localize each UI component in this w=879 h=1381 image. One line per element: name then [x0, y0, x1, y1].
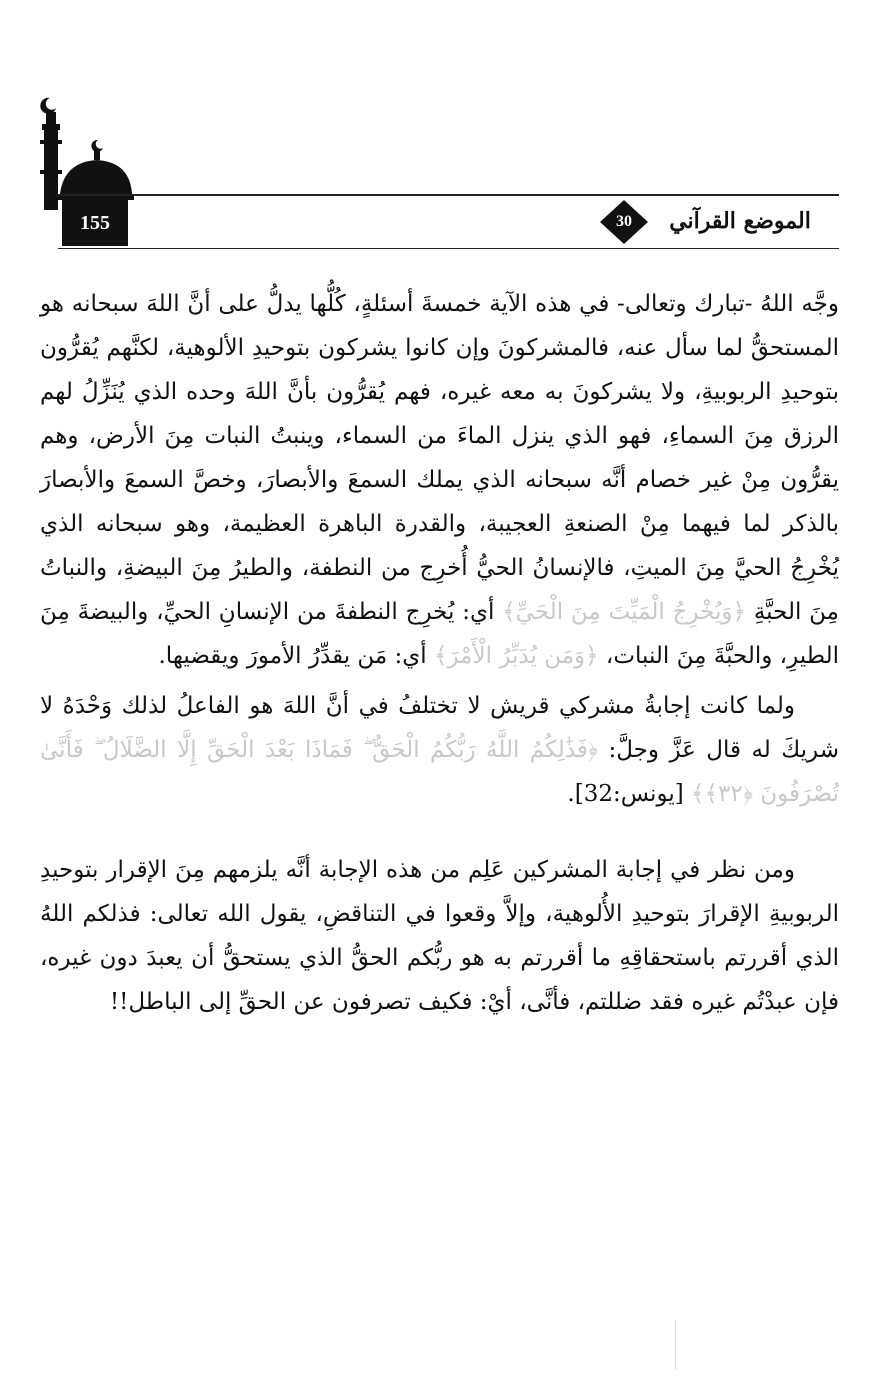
- verse-citation: [يونس:32].: [567, 781, 692, 807]
- paragraph-2: [40, 684, 839, 816]
- quran-verse-1: ﴿وَيُخْرِجُ الْمَيِّتَ مِنَ الْحَيِّ﴾: [502, 599, 746, 625]
- page-number: 155: [62, 200, 128, 246]
- paragraph-1-text-c: أي: مَن يقدِّرُ الأمورَ ويقضيها.: [158, 643, 435, 669]
- paragraph-1-text-b: أي: يُخرِج النطفةَ من الإنسانِ الحيِّ، والبيضةَ مِنَ الطيرِ، والحبَّةَ مِنَ النبات،: [40, 599, 839, 669]
- header-bottom-rule: [58, 248, 839, 249]
- section-number: 30: [616, 213, 632, 230]
- paragraph-1-text-a: وجَّه اللهُ -تبارك وتعالى- في هذه الآية خمسةَ أسئلةٍ، كُلُّها يدلُّ على أنَّ اللهَ سبحانه هو المستحقُّ لما سأل عنه، فالمشركونَ وإن كانوا يشركون بتوحيدِ الألوهية، لكنَّهم يُقرُّون بتوحيدِ الربوبيةِ، ولا يشركونَ به معه غيره، فهم يُقرُّون بأنَّ اللهَ وحده الذي يُنَزِّلُ لهم الرزق مِنَ السماءِ، فهو الذي ينزل الماءَ من السماء، وينبتُ النبات مِنَ الأرض، وهم يقرُّون مِنْ غير خصام أنَّه سبحانه الذي يملك السمعَ والأبصارَ، وخصَّ السمعَ والأبصارَ بالذكر لما فيهما مِنْ الصنعةِ العجيبة، والقدرة الباهرة العظيمة، وهو سبحانه الذي يُخْرِجُ الحيَّ مِنَ الميتِ، فالإنسانُ الحيُّ أُخرِج من النطفة، والطيرُ مِنَ البيضةِ، والنباتُ مِنَ الحبَّةِ: [40, 291, 840, 625]
- quran-verse-2: ﴿وَمَن يُدَبِّرُ الْأَمْرَ﴾: [434, 643, 599, 669]
- quran-verse-3: ﴿فَذَٰلِكُمُ اللَّهُ رَبُّكُمُ الْحَقُّ ۖ فَمَاذَا بَعْدَ الْحَقِّ إِلَّا الضَّلَالُ ۖ فَأَنَّىٰ تُصْرَفُونَ ﴿٣٢﴾﴾: [40, 737, 839, 807]
- running-title: الموضع القرآني: [669, 208, 811, 234]
- page-body: [40, 282, 839, 1024]
- scan-margin-line: [675, 1320, 676, 1370]
- paragraph-1: [40, 282, 839, 678]
- paragraph-3: ومن نظر في إجابة المشركين عَلِم من هذه الإجابة أنَّه يلزمهم مِنَ الإقرار بتوحيدِ الربوبيةِ الإقرارَ بتوحيدِ الأُلوهية، وإلاَّ وقعوا في التناقضِ، يقول الله تعالى: فذلكم اللهُ الذي أقررتم باستحقاقِهِ ما أقررتم به هو ربُّكم الحقُّ الذي يستحقُّ أن يعبدَ دون غيره، فإن عبدْتُم غيره فقد ضللتم، فأنَّى، أيْ: فكيف تصرفون عن الحقِّ إلى الباطل!!: [40, 857, 839, 1015]
- paragraph-2-text-a: ولما كانت إجابةُ مشركي قريش لا تختلفُ في أنَّ اللهَ هو الفاعلُ لذلك وَحْدَهُ لا شريكَ له قال عَزَّ وجلَّ:: [40, 693, 839, 763]
